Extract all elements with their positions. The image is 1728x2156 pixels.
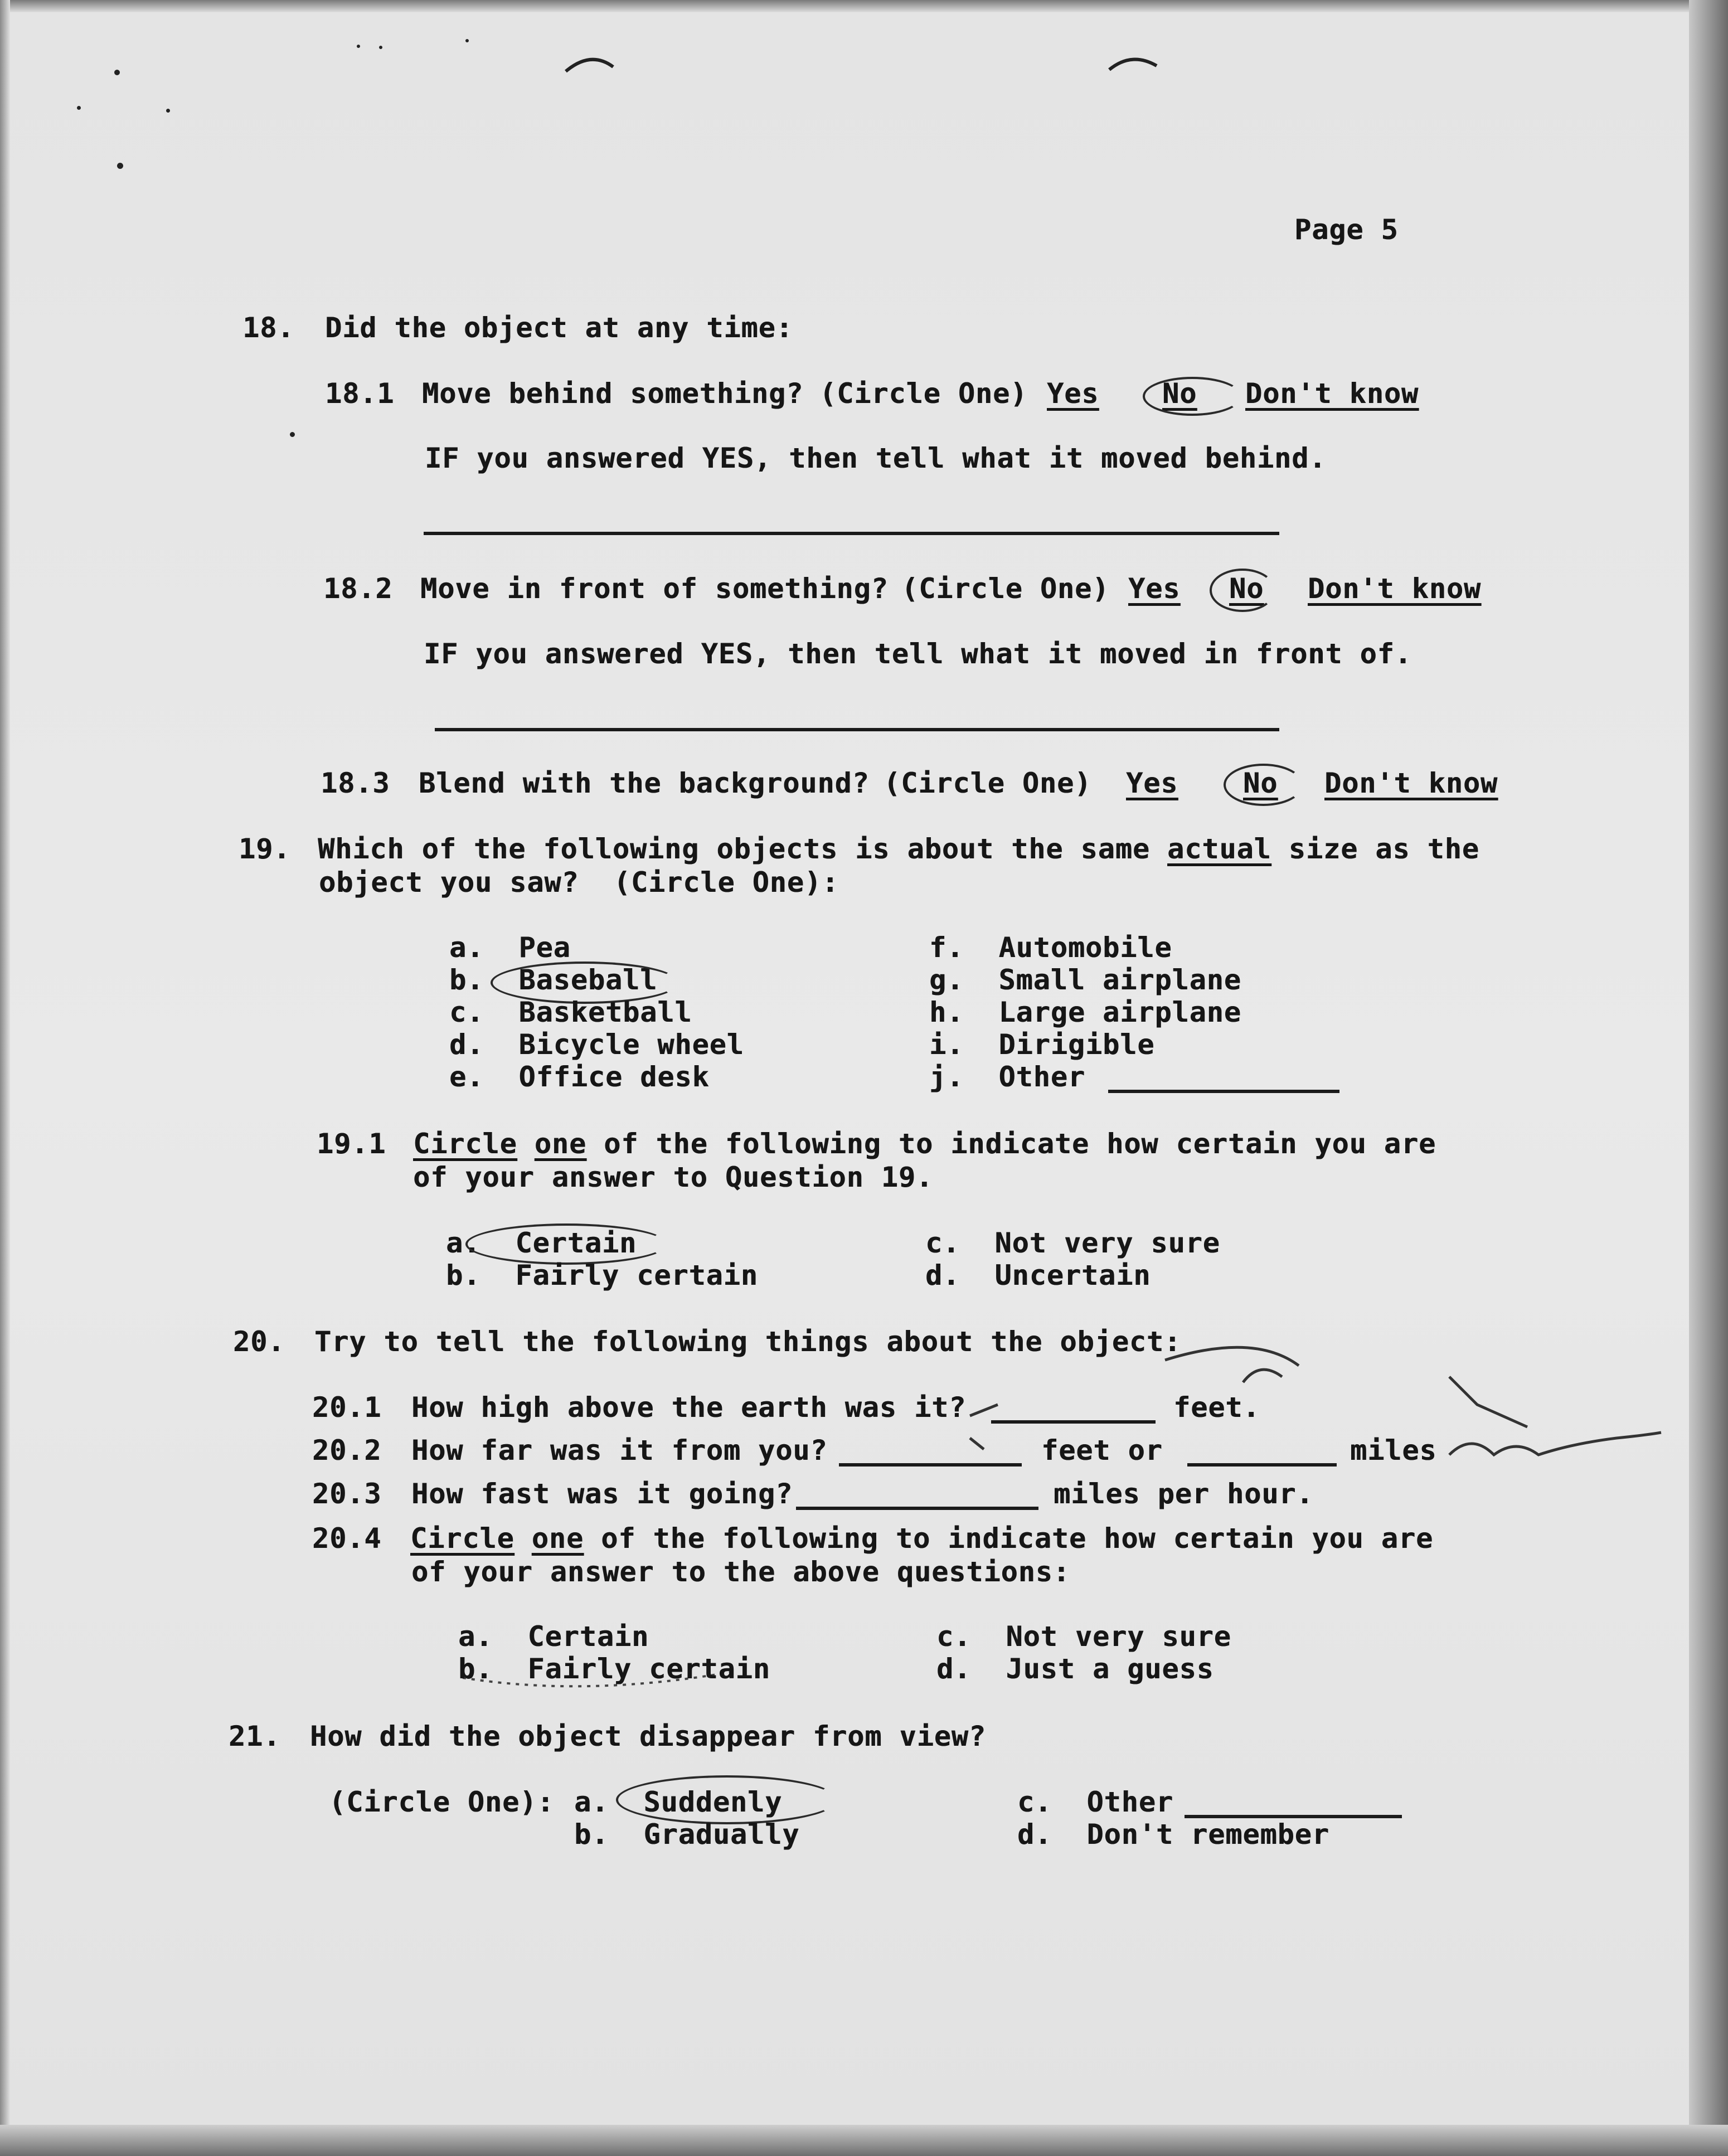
page-number: Page 5 [1294, 213, 1399, 246]
pencil-stroke [970, 1405, 998, 1416]
q18-1-text: Move behind something? [422, 377, 804, 410]
q20-4-circle-word: Circle [410, 1522, 514, 1555]
q18-1-instruction: (Circle One) [819, 377, 1028, 410]
q20-4-option-a[interactable]: a. Certain [458, 1620, 649, 1653]
q19-1-one-word: one [534, 1128, 587, 1160]
q18-3-option-no[interactable]: No [1243, 767, 1278, 799]
q20-4-line2: of your answer to the above questions: [411, 1556, 1070, 1588]
q20-2-unit-feet: feet or [1041, 1434, 1163, 1467]
q20-3-text: How fast was it going? [411, 1478, 793, 1510]
q19-number: 19. [239, 833, 291, 865]
q18-3-instruction: (Circle One) [884, 767, 1092, 799]
q21-selected-circle [616, 1775, 838, 1824]
q18-3-text: Blend with the background? [419, 767, 870, 799]
q19-1-line1 [413, 1127, 1436, 1160]
q19-option-f[interactable]: f. Automobile [929, 931, 1172, 964]
pencil-stroke [1449, 1377, 1527, 1427]
q18-3-option-yes[interactable]: Yes [1126, 767, 1178, 799]
q20-4-number: 20.4 [312, 1522, 382, 1555]
q18-1-number: 18.1 [325, 377, 395, 410]
pencil-stroke [970, 1438, 984, 1449]
q19-option-c[interactable]: c. Basketball [449, 996, 692, 1028]
q20-3-answer-line[interactable] [796, 1507, 1038, 1510]
q20-4-option-c[interactable]: c. Not very sure [936, 1620, 1231, 1653]
q19-line1-pre: Which of the following objects is about the same [318, 833, 1168, 865]
q20-3-number: 20.3 [312, 1478, 382, 1510]
q19-1-line2: of your answer to Question 19. [413, 1161, 934, 1193]
q19-line1-post: size as the [1271, 833, 1479, 865]
q19-1-option-b[interactable]: b. Fairly certain [446, 1259, 758, 1291]
q19-actual-emphasis: actual [1167, 833, 1271, 865]
q18-1-option-yes[interactable]: Yes [1047, 377, 1099, 410]
q20-3-unit: miles per hour. [1054, 1478, 1314, 1510]
q18-1-followup: IF you answered YES, then tell what it moved behind. [425, 442, 1327, 474]
q20-2-miles-answer-line[interactable] [1187, 1463, 1337, 1467]
q18-2-selected-circle [1210, 569, 1275, 612]
q20-4-line1 [410, 1522, 1433, 1555]
q21-text: How did the object disappear from view? [310, 1720, 986, 1752]
q21-option-b[interactable]: b. Gradually [574, 1818, 800, 1851]
q20-4-one-word: one [531, 1522, 584, 1555]
q19-option-a[interactable]: a. Pea [449, 931, 571, 964]
q19-1-circle-word: Circle [413, 1128, 517, 1160]
q18-text: Did the object at any time: [325, 312, 793, 344]
q20-2-unit-miles: miles [1350, 1434, 1437, 1467]
q20-2-text: How far was it from you? [411, 1434, 828, 1467]
q18-2-option-no[interactable]: No [1229, 572, 1264, 605]
q19-option-d[interactable]: d. Bicycle wheel [449, 1028, 744, 1061]
q20-1-text: How high above the earth was it? [411, 1391, 967, 1424]
pencil-stroke [1449, 1433, 1661, 1455]
staple-mark [566, 60, 613, 71]
q20-number: 20. [233, 1325, 285, 1358]
q20-2-feet-answer-line[interactable] [839, 1463, 1022, 1467]
q18-3-number: 18.3 [321, 767, 390, 799]
pencil-stroke [1165, 1347, 1299, 1366]
q18-2-number: 18.2 [323, 572, 393, 605]
q21-option-d[interactable]: d. Don't remember [1017, 1818, 1329, 1851]
q19-1-option-a[interactable]: a. Certain [446, 1227, 637, 1259]
q19-1-option-d[interactable]: d. Uncertain [925, 1259, 1151, 1291]
q18-2-instruction: (Circle One) [901, 572, 1110, 605]
q21-option-a[interactable]: a. Suddenly [574, 1786, 783, 1818]
q20-2-number: 20.2 [312, 1434, 382, 1467]
q18-2-answer-line[interactable] [435, 728, 1279, 731]
q19-line2: object you saw? (Circle One): [319, 866, 839, 899]
q19-1-option-c[interactable]: c. Not very sure [925, 1227, 1220, 1259]
q20-text: Try to tell the following things about the object: [314, 1325, 1182, 1358]
q20-4-line1-rest: of the following to indicate how certain you are [584, 1522, 1434, 1555]
q20-1-unit: feet. [1173, 1391, 1260, 1424]
q18-1-selected-circle [1143, 377, 1242, 416]
q18-2-option-yes[interactable]: Yes [1128, 572, 1181, 605]
staple-mark [1109, 60, 1157, 70]
q19-option-i[interactable]: i. Dirigible [929, 1028, 1155, 1061]
q18-2-followup: IF you answered YES, then tell what it moved in front of. [424, 638, 1412, 670]
q19-line1 [318, 832, 1479, 866]
q21-option-c[interactable]: c. Other [1017, 1786, 1173, 1818]
q18-1-answer-line[interactable] [424, 532, 1279, 535]
q19-option-b[interactable]: b. Baseball [449, 964, 658, 996]
q18-1-option-dont-know[interactable]: Don't know [1245, 377, 1419, 410]
q18-2-option-dont-know[interactable]: Don't know [1308, 572, 1482, 605]
q18-2-text: Move in front of something? [420, 572, 889, 605]
q18-3-selected-circle [1224, 764, 1303, 806]
q18-3-option-dont-know[interactable]: Don't know [1324, 767, 1498, 799]
q19-1-line1-rest: of the following to indicate how certain you are [586, 1128, 1436, 1160]
q21-instruction: (Circle One): [329, 1786, 555, 1818]
q18-1-option-no[interactable]: No [1162, 377, 1197, 410]
q19-other-answer-line[interactable] [1108, 1090, 1339, 1093]
q20-1-answer-line[interactable] [991, 1420, 1156, 1424]
q21-number: 21. [229, 1720, 281, 1752]
pencil-stroke [1243, 1370, 1282, 1382]
q19-1-number: 19.1 [317, 1128, 386, 1160]
q19-option-j[interactable]: j. Other [929, 1061, 1085, 1093]
q20-4-option-b[interactable]: b. Fairly certain [458, 1653, 770, 1685]
q18-number: 18. [242, 312, 295, 344]
q19-option-h[interactable]: h. Large airplane [929, 996, 1241, 1028]
q19-option-g[interactable]: g. Small airplane [929, 964, 1241, 996]
q20-1-number: 20.1 [312, 1391, 382, 1424]
q19-option-e[interactable]: e. Office desk [449, 1061, 710, 1093]
q20-4-option-d[interactable]: d. Just a guess [936, 1653, 1214, 1685]
